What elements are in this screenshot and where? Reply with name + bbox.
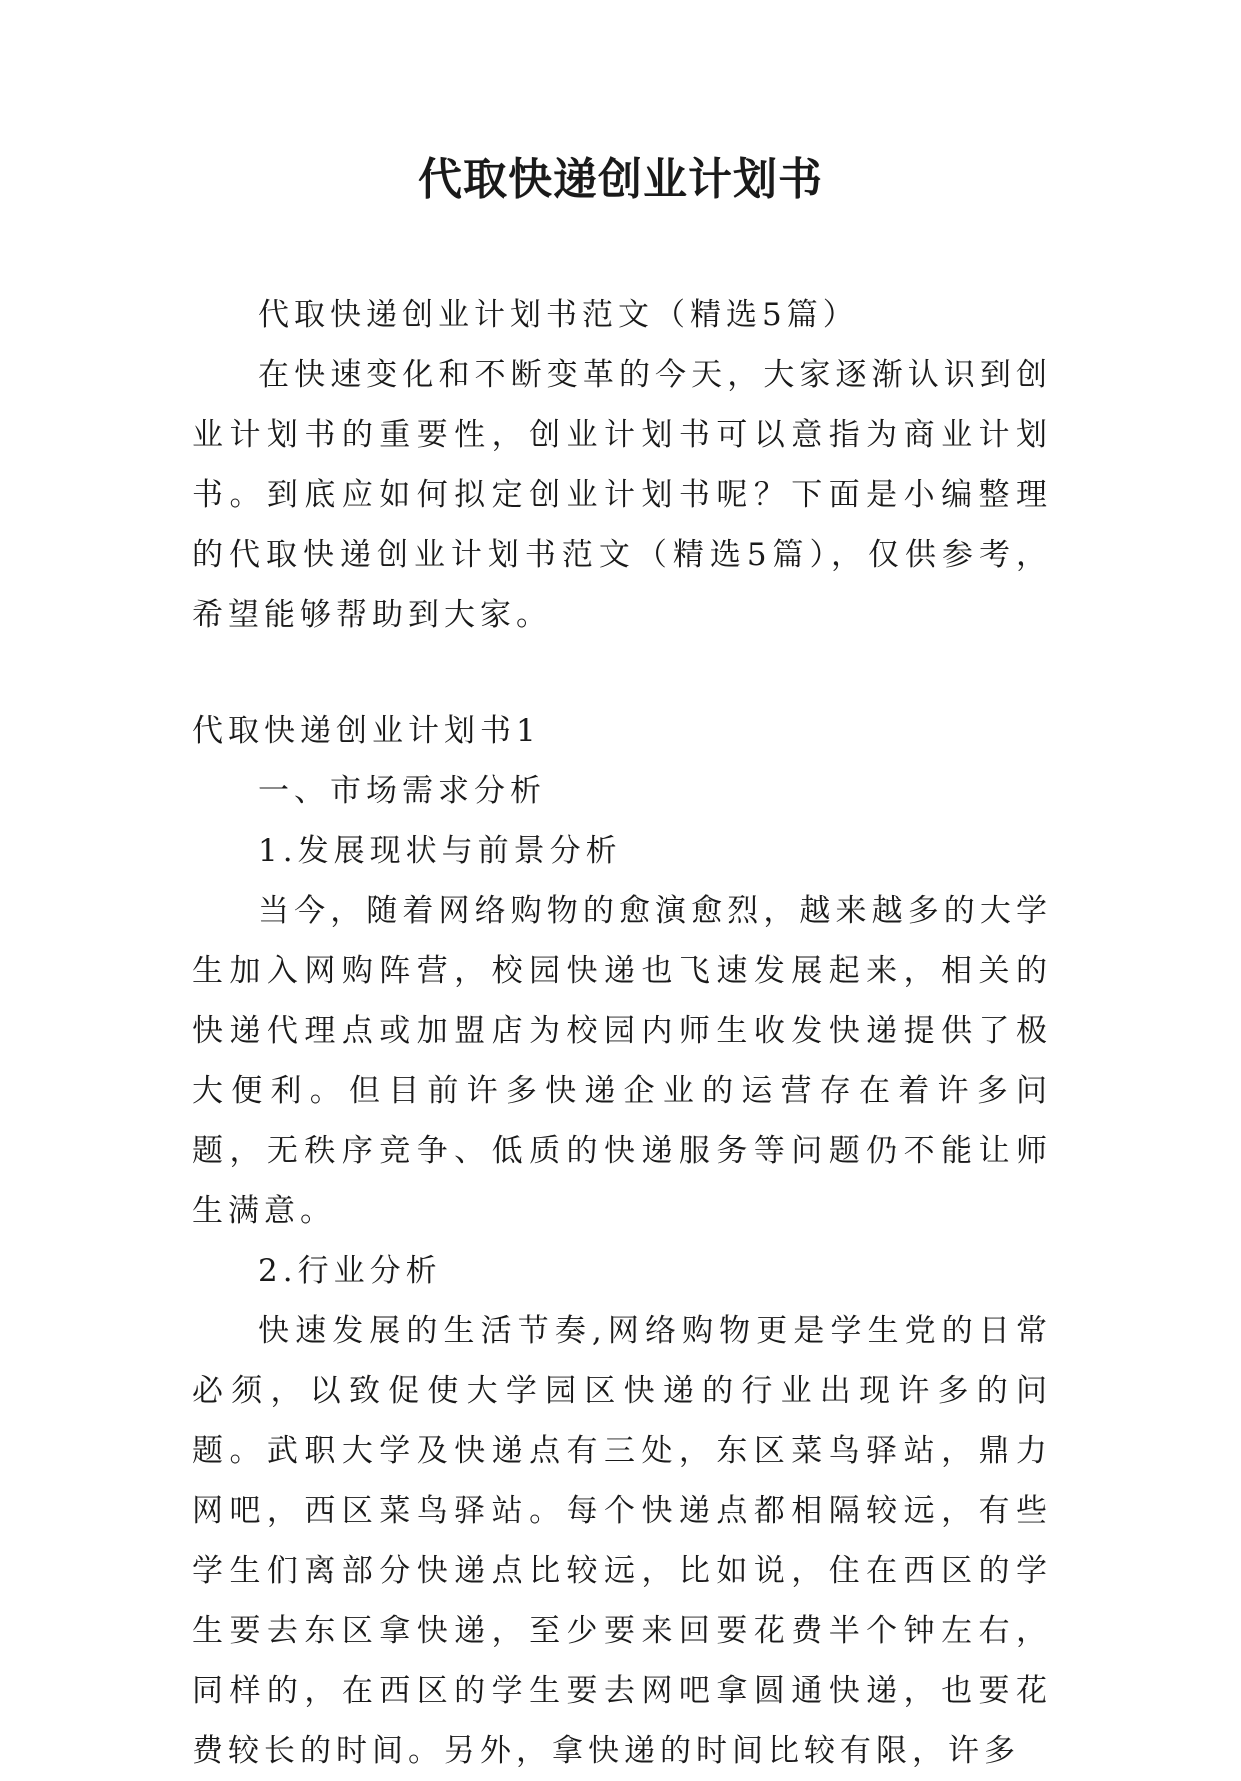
subsection-heading-industry-analysis: 2.行业分析 [258, 1253, 442, 1289]
section-heading-plan-1: 代取快递创业计划书1 [192, 713, 541, 749]
paragraph-intro-heading: 代取快递创业计划书范文（精选5篇） [258, 297, 859, 333]
paragraph-intro: 在快速变化和不断变革的今天，大家逐渐认识到创业计划书的重要性，创业计划书可以意指为商业计划书。到底应如何拟定创业计划书呢？下面是小编整理的代取快递创业计划书范文（精选5篇），仅供参考，希望能够帮助到大家。 [192, 357, 1052, 633]
subsection-heading-market-analysis: 一、市场需求分析 [258, 773, 546, 809]
paragraph-status-prospects: 当今，随着网络购物的愈演愈烈，越来越多的大学生加入网购阵营，校园快递也飞速发展起来，相关的快递代理点或加盟店为校园内师生收发快递提供了极大便利。但目前许多快递企业的运营存在着许多问题，无秩序竞争、低质的快递服务等问题仍不能让师生满意。 [192, 893, 1052, 1229]
paragraph-industry-analysis: 快速发展的生活节奏,网络购物更是学生党的日常必须，以致促使大学园区快递的行业出现许多的问题。武职大学及快递点有三处，东区菜鸟驿站，鼎力网吧，西区菜鸟驿站。每个快递点都相隔较远，有些学生们离部分快递点比较远，比如说，住在西区的学生要去东区拿快递，至少要来回要花费半个钟左右，同样的，在西区的学生要去网吧拿圆通快递，也要花费较长的时间。另外，拿快递的时间比较有限，许多 [192, 1313, 1052, 1769]
paragraph-spacer [192, 645, 1052, 701]
document-title: 代取快递创业计划书 [418, 154, 823, 205]
document-body [192, 285, 1052, 1781]
subsection-heading-status-prospects: 1.发展现状与前景分析 [258, 833, 622, 869]
